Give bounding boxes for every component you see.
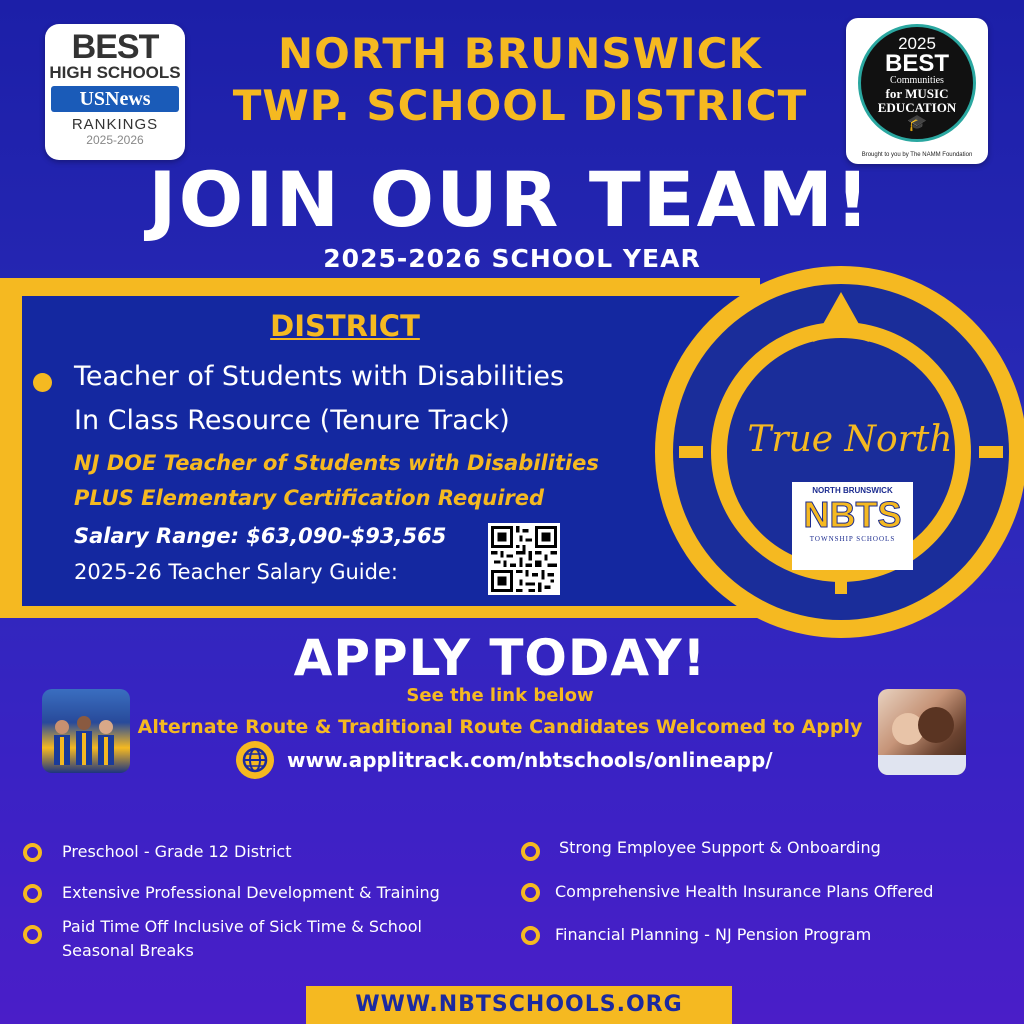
nbts-logo [792, 482, 913, 570]
position-heading: DISTRICT [270, 309, 420, 343]
benefit-left-1: Preschool - Grade 12 District [62, 842, 292, 861]
true-north-motto: True North [747, 419, 953, 460]
candidates-text: Alternate Route & Traditional Route Candidates Welcomed to Apply [137, 716, 863, 738]
namm-badge [846, 18, 988, 164]
district-line-1: NORTH BRUNSWICK [278, 29, 762, 78]
namm-education: EDUCATION [877, 100, 957, 115]
benefit-bullet-icon [23, 925, 42, 944]
graduates-photo [42, 689, 130, 773]
headline: JOIN OUR TEAM! [148, 155, 872, 244]
namm-for-music: for MUSIC [885, 86, 949, 101]
graduation-cap-icon: 🎓 [907, 113, 927, 132]
benefit-right-3: Financial Planning - NJ Pension Program [555, 925, 872, 944]
benefit-right-1: Strong Employee Support & Onboarding [559, 838, 881, 857]
us-news-badge [45, 24, 185, 160]
nbts-school-name: NORTH BRUNSWICK [812, 486, 893, 495]
namm-seal [858, 24, 976, 142]
job-title-line-2: In Class Resource (Tenure Track) [74, 405, 510, 436]
usnews-rankings: RANKINGS [71, 116, 159, 133]
salary-guide-label: 2025-26 Teacher Salary Guide: [74, 560, 398, 584]
namm-year: 2025 [898, 34, 936, 53]
nbts-initials: NBTS [803, 494, 902, 535]
salary-range: Salary Range: $63,090-$93,565 [74, 524, 447, 548]
usnews-high-schools: HIGH SCHOOLS [49, 63, 181, 82]
usnews-years: 2025-2026 [86, 133, 144, 147]
requirement-line-1: NJ DOE Teacher of Students with Disabilities [74, 451, 599, 475]
namm-footer: Brought to you by The NAMM Foundation [861, 152, 973, 158]
namm-best: BEST [884, 50, 949, 77]
nbts-subtitle: TOWNSHIP SCHOOLS [809, 535, 896, 543]
district-title [200, 28, 840, 132]
apply-heading: APPLY TODAY! [293, 629, 707, 687]
job-title-line-1: Teacher of Students with Disabilities [74, 361, 565, 392]
benefit-left-3: Paid Time Off Inclusive of Sick Time & School Seasonal Breaks [62, 917, 422, 960]
students-photo [878, 689, 966, 775]
benefit-bullet-icon [23, 884, 42, 903]
benefit-bullet-icon [521, 926, 540, 945]
school-year: 2025-2026 SCHOOL YEAR [323, 244, 701, 273]
website-footer-link[interactable]: WWW.NBTSCHOOLS.ORG [306, 986, 732, 1024]
usnews-brand: USNews [51, 86, 179, 112]
bullet-icon [33, 373, 52, 392]
qr-code-icon[interactable] [488, 523, 560, 595]
benefit-bullet-icon [521, 883, 540, 902]
globe-icon [236, 741, 274, 779]
requirement-line-2: PLUS Elementary Certification Required [74, 486, 545, 510]
benefit-right-2: Comprehensive Health Insurance Plans Offered [555, 882, 934, 901]
usnews-best: BEST [71, 28, 159, 66]
benefit-left-2: Extensive Professional Development & Training [62, 883, 440, 902]
namm-communities: Communities [890, 75, 944, 86]
benefit-bullet-icon [521, 842, 540, 861]
benefit-bullet-icon [23, 843, 42, 862]
apply-url-link[interactable]: www.applitrack.com/nbtschools/onlineapp/ [287, 748, 773, 772]
district-line-2: TWP. SCHOOL DISTRICT [232, 81, 808, 130]
see-link-text: See the link below [406, 685, 594, 706]
